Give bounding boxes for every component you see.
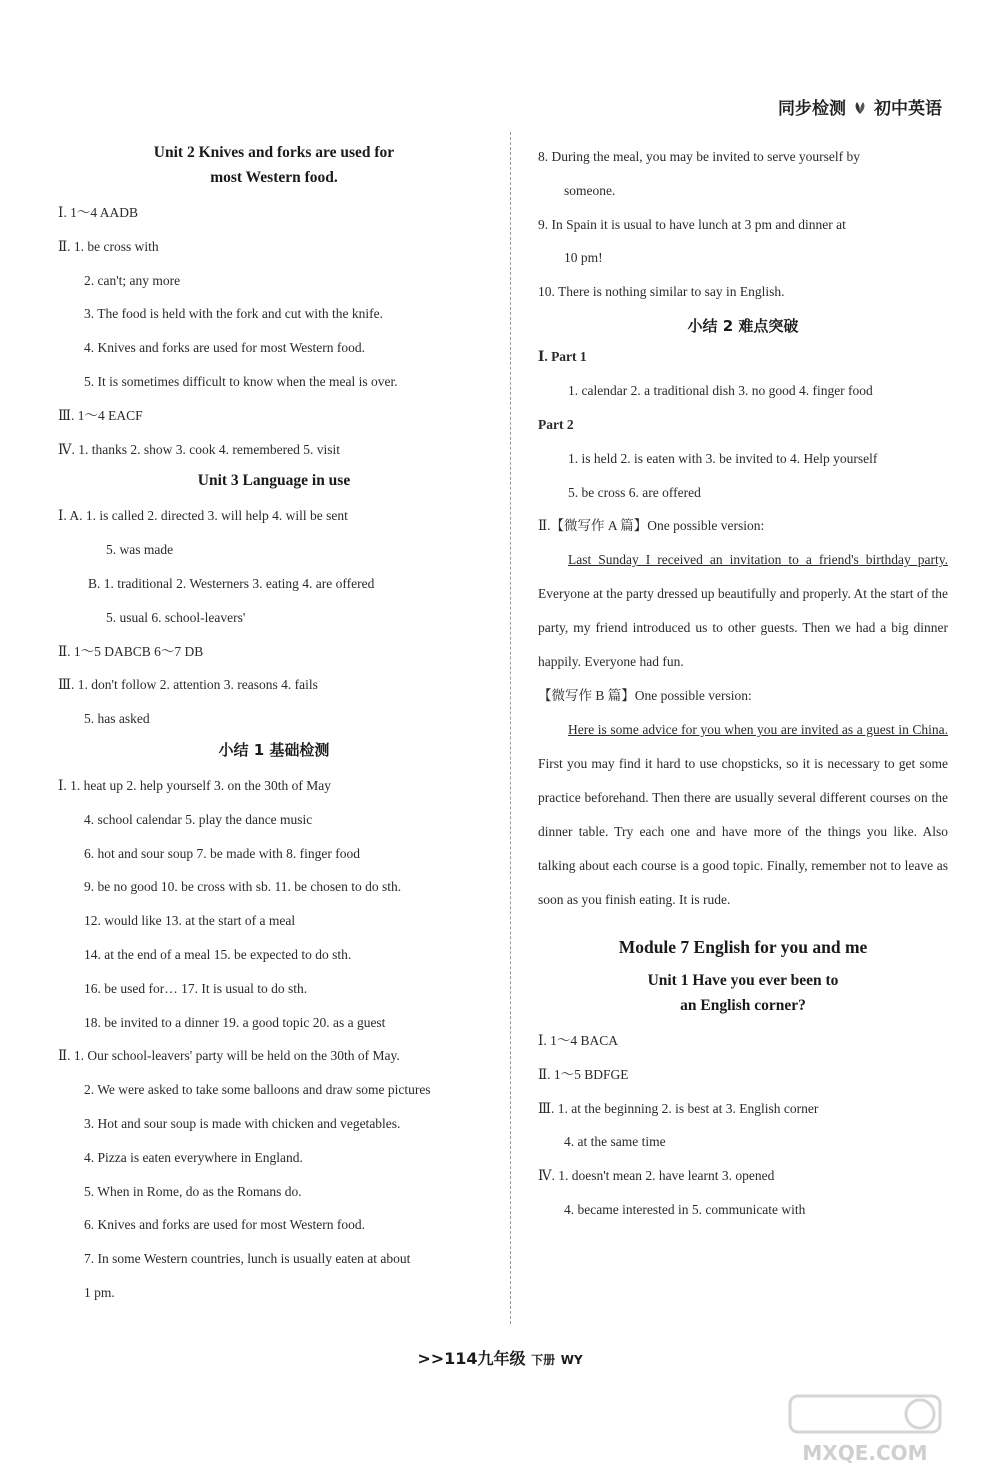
writing-b-topic-sentence: Here is some advice for you when you are invited as a guest in China. [568,721,948,737]
page-footer [0,1346,1000,1369]
answer-line: 3. Hot and sour soup is made with chicken and vegetables. [84,1115,401,1131]
answer-line: 14. at the end of a meal 15. be expected to do sth. [84,946,352,962]
answer-line: Ⅳ. 1. doesn't mean 2. have learnt 3. opened [538,1168,775,1184]
summary2-title: 小结 2 难点突破 [687,316,799,335]
answer-line: 1 pm. [84,1284,115,1300]
answer-line: Ⅱ. 1. Our school-leavers' party will be held on the 30th of May. [58,1048,400,1064]
unit2-answers [58,196,490,466]
answer-line: Ⅱ. 1. be cross with [58,238,159,254]
unit2-title: Unit 2 Knives and forks are used for most Western food. [153,144,395,186]
answer-line: Ⅲ. 1. at the beginning 2. is best at 3. English corner [538,1100,819,1116]
answer-line: 12. would like 13. at the start of a meal [84,913,296,929]
answer-line: 4. became interested in 5. communicate with [564,1201,806,1217]
writing-a-text [538,543,948,679]
header-series-name: 同步检测 [778,99,846,119]
answer-line: 6. hot and sour soup 7. be made with 8. finger food [84,845,360,861]
answer-line: Ⅰ. 1～4 BACA [538,1032,618,1048]
answer-line: 5. was made [106,542,174,558]
writing-b-body: First you may find it hard to use chopsticks, so it is necessary to get some practice beforehand. Then there are usually several different courses on the dinner table. Try each one and have more of the things you like. Also talking about each course is a good topic. Finally, remember not to leave as soon as you finish eating. It is rude. [538,755,948,907]
summary1-answers [58,769,490,1310]
answer-line: Ⅰ. A. 1. is called 2. directed 3. will help 4. will be sent [58,508,348,524]
answer-line: Ⅱ. 1～5 BDFGE [538,1066,629,1082]
answer-line: Ⅲ. 1～4 EACF [58,407,143,423]
answer-line: Ⅰ. 1. heat up 2. help yourself 3. on the 30th of May [58,777,332,793]
answer-line: 9. be no good 10. be cross with sb. 11. be chosen to do sth. [84,879,402,895]
answer-line: 18. be invited to a dinner 19. a good topic 20. as a guest [84,1014,386,1030]
left-column [58,140,490,1310]
answer-line: 5. has asked [84,711,150,727]
watermark-logo-icon [760,1392,970,1436]
writing-a-body: Everyone at the party dressed up beautifully and properly. At the start of the party, my friend introduced us to other guests. Then we had a big dinner happily. Everyone had fun. [538,586,948,670]
answer-line: 5. When in Rome, do as the Romans do. [84,1183,302,1199]
unit3-answers [58,499,490,736]
column-divider [510,132,511,1324]
footer-volume: 下册 [531,1353,556,1367]
answer-line: 4. Pizza is eaten everywhere in England. [84,1149,303,1165]
page-header [778,94,942,119]
part2-answers-1: 1. is held 2. is eaten with 3. be invited to 4. Help yourself [568,450,878,466]
answer-line: Ⅲ. 1. don't follow 2. attention 3. reasons 4. fails [58,677,318,693]
module7-title: Module 7 English for you and me [618,936,868,957]
answer-line: 10. There is nothing similar to say in English. [538,284,785,300]
answer-line: 16. be used for… 17. It is usual to do sth. [84,980,308,996]
unit3-title: Unit 3 Language in use [197,472,351,490]
answer-line: 4. Knives and forks are used for most Western food. [84,340,365,356]
part2-answers-2: 5. be cross 6. are offered [568,484,701,500]
answer-line: 5. It is sometimes difficult to know when the meal is over. [84,373,398,389]
answer-line: B. 1. traditional 2. Westerners 3. eating 4. are offered [88,575,375,591]
answer-line: 5. usual 6. school-leavers' [106,609,246,625]
answer-line: Ⅱ. 1～5 DABCB 6～7 DB [58,643,204,659]
module7-unit1-answers [538,1024,948,1227]
module7-unit1-title: Unit 1 Have you ever been to an English corner? [647,971,839,1014]
answer-line: Ⅳ. 1. thanks 2. show 3. cook 4. remembered 5. visit [58,441,340,457]
part1-answers: 1. calendar 2. a traditional dish 3. no good 4. finger food [568,382,873,398]
writing-b-label: 【微写作 B 篇】One possible version: [538,688,752,704]
footer-grade: 九年级 [477,1349,526,1368]
footer-arrows: >> [417,1349,445,1368]
writing-a-label: Ⅱ.【微写作 A 篇】One possible version: [538,518,765,534]
writing-b-text [538,713,948,917]
answer-line: 7. In some Western countries, lunch is usually eaten at about [84,1251,411,1267]
answer-line: 3. The food is held with the fork and cut with the knife. [84,306,383,322]
answer-line: 6. Knives and forks are used for most Western food. [84,1217,365,1233]
summary1-title: 小结 1 基础检测 [218,740,330,759]
header-subject: 初中英语 [874,99,942,119]
answer-line: 4. at the same time [564,1134,666,1150]
answer-line: 9. In Spain it is usual to have lunch at 3 pm and dinner at [538,216,846,232]
footer-edition: WY [560,1353,583,1367]
answer-line: 2. We were asked to take some balloons and draw some pictures [84,1082,431,1098]
answer-line: 8. During the meal, you may be invited to serve yourself by [538,149,861,164]
watermark [760,1392,970,1465]
part1-label: Ⅰ. Part 1 [538,348,587,364]
answer-line: 4. school calendar 5. play the dance music [84,811,313,827]
leaf-icon [852,99,868,115]
watermark-text: MXQE.COM [802,1441,928,1465]
summary1-continued-answers [538,140,948,309]
part2-label: Part 2 [538,416,574,432]
answer-line: 10 pm! [564,250,603,266]
answer-line: 2. can't; any more [84,272,181,288]
answer-line: Ⅰ. 1～4 AADB [58,205,138,220]
answer-line: someone. [564,182,616,198]
writing-a-topic-sentence: Last Sunday I received an invitation to a friend's birthday party. [568,552,948,568]
right-column [538,140,948,1227]
page-number: 114 [444,1349,478,1368]
